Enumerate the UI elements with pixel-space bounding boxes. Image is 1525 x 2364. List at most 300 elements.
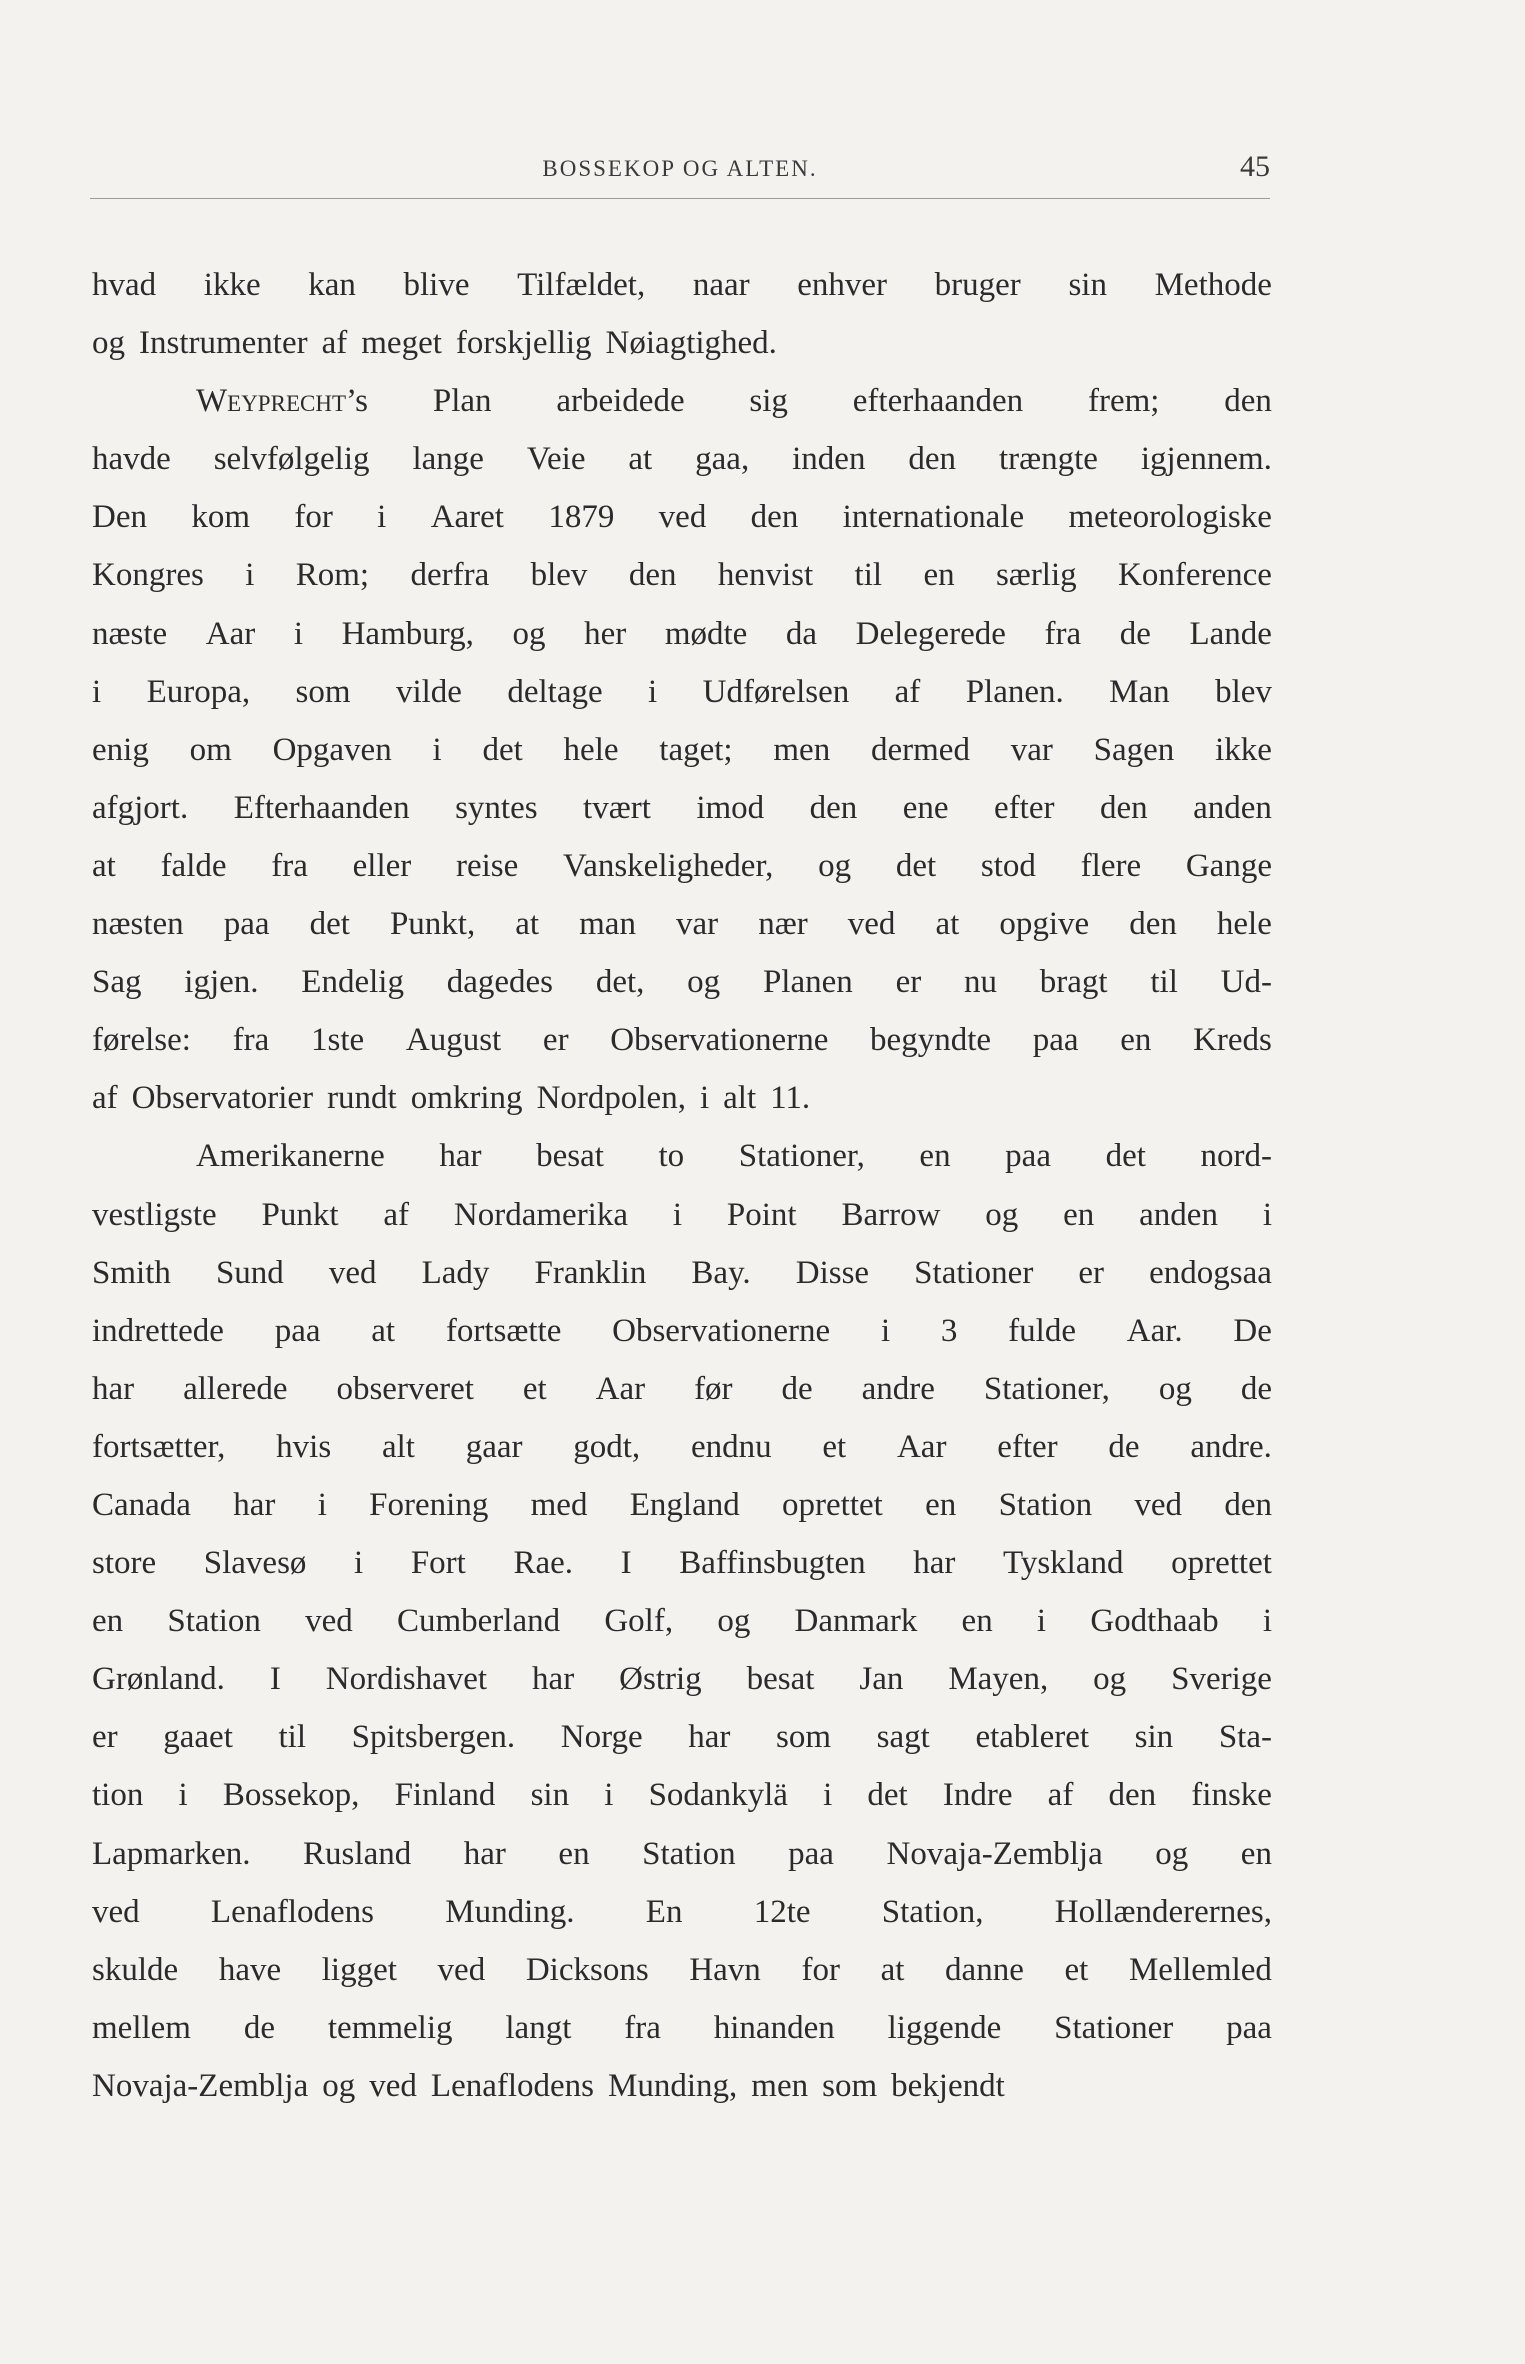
text-line: [92, 1883, 1272, 1941]
word: Stationer: [914, 1254, 1034, 1291]
word: med: [530, 1486, 588, 1523]
word: de: [1240, 1370, 1272, 1407]
word: Sta-: [1218, 1719, 1272, 1756]
word: at: [880, 1951, 905, 1988]
word: nær: [758, 906, 808, 943]
word: i: [178, 1777, 188, 1814]
word: den: [1224, 383, 1272, 420]
word: da: [785, 615, 818, 652]
word: Lenaflodens: [430, 2067, 595, 2104]
word: Fort: [410, 1545, 466, 1582]
text-line: [92, 1592, 1272, 1650]
word: Østrig: [619, 1661, 702, 1698]
word: Den: [92, 499, 147, 536]
word: Station: [642, 1835, 736, 1872]
word: Spitsbergen.: [351, 1719, 516, 1756]
word: Havn: [689, 1951, 761, 1988]
word: meteorologiske: [1068, 499, 1272, 536]
word: Vanskeligheder,: [563, 847, 774, 884]
word: sagt: [876, 1719, 930, 1756]
word: ikke: [1215, 731, 1272, 768]
word: andre: [861, 1370, 935, 1407]
word: Rae.: [513, 1545, 574, 1582]
word: i: [1036, 1603, 1047, 1640]
word: til: [854, 557, 883, 594]
word: var: [676, 906, 719, 943]
word: en: [1120, 1022, 1152, 1059]
word: deltage: [507, 673, 603, 710]
word: godt,: [573, 1428, 641, 1465]
word: danne: [945, 1951, 1024, 1988]
word: har: [463, 1835, 506, 1872]
word: som: [295, 673, 351, 710]
word: har: [439, 1138, 482, 1175]
word: ved: [305, 1603, 353, 1640]
word: i: [672, 1196, 683, 1233]
word: Norge: [560, 1719, 643, 1756]
word: Sag: [92, 964, 142, 1001]
word: Novaja-Zemblja: [886, 1835, 1103, 1872]
word: dermed: [871, 731, 970, 768]
word: ikke: [203, 267, 261, 303]
word: lange: [412, 441, 484, 478]
word: i: [377, 499, 387, 536]
word: i: [823, 1777, 833, 1814]
word: Baffinsbugten: [679, 1545, 866, 1582]
word: to: [658, 1138, 685, 1175]
word: Mayen,: [948, 1661, 1049, 1698]
word: enhver: [797, 267, 888, 303]
word: Tilfældet,: [517, 267, 646, 303]
word: Sund: [215, 1254, 284, 1291]
word: før: [694, 1370, 733, 1407]
word: er: [542, 1022, 569, 1059]
word: Instrumenter: [139, 325, 308, 362]
word: i: [245, 557, 255, 594]
word: af: [321, 325, 348, 362]
word: Stationer,: [738, 1138, 865, 1175]
word: Rusland: [303, 1835, 412, 1872]
word: og: [985, 1196, 1019, 1233]
word: ligget: [321, 1951, 397, 1988]
word: et: [522, 1370, 547, 1407]
word: Hollænderernes,: [1054, 1893, 1272, 1930]
word: og: [717, 1603, 751, 1640]
word: et: [1064, 1951, 1089, 1988]
word: hele: [563, 731, 619, 768]
word: man: [579, 906, 636, 943]
word: ved: [658, 499, 707, 536]
word: England: [629, 1486, 740, 1523]
word: eller: [352, 847, 412, 884]
word: har: [688, 1719, 731, 1756]
word: Dicksons: [525, 1951, 649, 1988]
word: fra: [271, 847, 308, 884]
word: en: [961, 1603, 993, 1640]
text-line: [92, 1186, 1272, 1244]
word: paa: [1032, 1022, 1079, 1059]
word: Methode: [1154, 267, 1272, 303]
word: Aar.: [1126, 1312, 1183, 1349]
word: henvist: [717, 557, 814, 594]
word: Grønland.: [92, 1661, 225, 1698]
word: Weyprecht’s: [196, 383, 369, 420]
word: Planen.: [965, 673, 1064, 710]
word: førelse:: [92, 1022, 191, 1059]
word: Station: [167, 1603, 261, 1640]
word: som: [776, 1719, 832, 1756]
word: men: [773, 731, 831, 768]
word: næste: [92, 615, 168, 652]
word: falde: [160, 847, 227, 884]
word: Danmark: [794, 1603, 918, 1640]
word: Aar: [205, 615, 256, 652]
word: en: [923, 557, 955, 594]
word: i: [92, 673, 102, 710]
word: Barrow: [841, 1196, 941, 1233]
text-line: [92, 953, 1272, 1011]
word: Rom;: [295, 557, 370, 594]
word: fra: [232, 1022, 270, 1059]
word: ved: [437, 1951, 486, 1988]
word: ved: [92, 1893, 140, 1930]
word: Punkt,: [389, 906, 476, 943]
word: og: [92, 325, 125, 362]
paragraph: [92, 256, 1272, 372]
body-text: [92, 256, 1272, 2115]
word: En: [645, 1893, 683, 1930]
word: en: [92, 1603, 124, 1640]
word: vilde: [395, 673, 462, 710]
word: 3: [940, 1312, 958, 1349]
word: nu: [963, 964, 997, 1001]
word: havde: [92, 441, 171, 478]
word: og: [1158, 1370, 1192, 1407]
word: anden: [1193, 789, 1272, 826]
word: er: [1078, 1254, 1105, 1291]
text-line: [92, 1534, 1272, 1592]
word: det,: [595, 964, 645, 1001]
word: Aar: [896, 1428, 947, 1465]
word: Slavesø: [203, 1545, 307, 1582]
word: bragt: [1039, 964, 1108, 1001]
word: naar: [692, 267, 750, 303]
word: Nordamerika: [453, 1196, 628, 1233]
word: afgjort.: [92, 789, 189, 826]
word: i: [699, 1080, 710, 1117]
word: 1ste: [311, 1022, 365, 1059]
word: særlig: [995, 557, 1077, 594]
word: Lapmarken.: [92, 1835, 251, 1872]
word: Gange: [1185, 847, 1272, 884]
word: en: [1240, 1835, 1272, 1872]
word: at: [935, 906, 960, 943]
word: det: [482, 731, 523, 768]
word: et: [822, 1428, 847, 1465]
word: selvfølgelig: [213, 441, 370, 478]
word: Kreds: [1193, 1022, 1272, 1059]
text-line: [92, 663, 1272, 721]
word: Godthaab: [1090, 1603, 1219, 1640]
word: oprettet: [1171, 1545, 1272, 1582]
word: Sverige: [1171, 1661, 1272, 1698]
word: endnu: [690, 1428, 772, 1465]
word: Observationerne: [610, 1022, 829, 1059]
page-number: 45: [1240, 150, 1270, 183]
text-line: [92, 2057, 1272, 2115]
word: sin: [1068, 267, 1107, 303]
word: Opgaven: [272, 731, 392, 768]
word: enig: [92, 731, 149, 768]
word: Veie: [526, 441, 586, 478]
word: ene: [902, 789, 949, 826]
word: skulde: [92, 1951, 179, 1988]
word: i: [648, 673, 658, 710]
word: langt: [505, 2009, 572, 2046]
word: Smith: [92, 1254, 171, 1291]
word: Aar: [595, 1370, 646, 1407]
text-line: [92, 1011, 1272, 1069]
word: reise: [455, 847, 519, 884]
word: har: [913, 1545, 956, 1582]
word: Munding,: [608, 2067, 738, 2104]
word: 12te: [753, 1893, 811, 1930]
text-line: [92, 314, 1272, 372]
paragraph: [92, 372, 1272, 1127]
word: 11.: [770, 1080, 811, 1117]
word: Aaret: [430, 499, 504, 536]
word: Novaja-Zemblja: [92, 2067, 309, 2104]
text-line: [92, 1127, 1272, 1185]
word: alt: [723, 1080, 757, 1117]
word: liggende: [887, 2009, 1002, 2046]
word: derfra: [410, 557, 490, 594]
word: frem;: [1087, 383, 1160, 420]
text-line: [92, 372, 1272, 430]
word: Sagen: [1093, 731, 1175, 768]
word: Point: [726, 1196, 797, 1233]
word: trængte: [998, 441, 1098, 478]
word: ved: [1134, 1486, 1183, 1523]
word: paa: [1005, 1138, 1051, 1175]
text-line: [92, 1476, 1272, 1534]
word: Konference: [1118, 557, 1272, 594]
word: er: [92, 1719, 118, 1756]
text-line: [92, 721, 1272, 779]
word: af: [92, 1080, 118, 1117]
word: en: [558, 1835, 590, 1872]
word: Endelig: [301, 964, 404, 1001]
word: mødte: [664, 615, 748, 652]
word: I: [620, 1545, 632, 1582]
word: Station: [998, 1486, 1093, 1523]
word: Sodankylä: [648, 1777, 788, 1814]
word: kom: [191, 499, 250, 536]
word: forskjellig: [455, 325, 592, 362]
word: det: [309, 906, 350, 943]
text-line: [92, 1244, 1272, 1302]
word: efterhaanden: [852, 383, 1024, 420]
word: etableret: [975, 1719, 1090, 1756]
word: gaar: [465, 1428, 523, 1465]
text-line: [92, 430, 1272, 488]
word: August: [405, 1022, 502, 1059]
word: blive: [403, 267, 470, 303]
word: Bossekop,: [222, 1777, 360, 1814]
word: indrettede: [92, 1312, 224, 1349]
word: var: [1010, 731, 1053, 768]
word: paa: [223, 906, 270, 943]
word: Canada: [92, 1486, 191, 1523]
word: Forening: [369, 1486, 489, 1523]
word: De: [1233, 1312, 1272, 1349]
word: begyndte: [870, 1022, 992, 1059]
word: nord-: [1200, 1138, 1272, 1175]
word: i: [432, 731, 442, 768]
word: 1879: [548, 499, 615, 536]
word: til: [1150, 964, 1178, 1001]
word: Indre: [942, 1777, 1013, 1814]
word: paa: [788, 1835, 834, 1872]
word: Mellemled: [1128, 1951, 1272, 1988]
word: fra: [624, 2009, 661, 2046]
word: i: [604, 1777, 614, 1814]
word: en: [919, 1138, 951, 1175]
word: efter: [997, 1428, 1058, 1465]
word: i: [1262, 1603, 1272, 1640]
word: taget;: [659, 731, 733, 768]
word: meget: [361, 325, 442, 362]
word: Efterhaanden: [233, 789, 410, 826]
word: igjennem.: [1140, 441, 1272, 478]
text-line: [92, 1941, 1272, 1999]
word: at: [515, 906, 540, 943]
word: af: [894, 673, 921, 710]
word: endogsaa: [1149, 1254, 1272, 1291]
word: Udførelsen: [702, 673, 850, 710]
word: har: [92, 1370, 135, 1407]
word: Planen: [762, 964, 853, 1001]
word: og: [687, 964, 721, 1001]
word: har: [532, 1661, 575, 1698]
word: af: [1047, 1777, 1074, 1814]
word: den: [628, 557, 677, 594]
word: have: [218, 1951, 282, 1988]
word: af: [383, 1196, 410, 1233]
word: de: [243, 2009, 275, 2046]
word: det: [867, 1777, 908, 1814]
word: sin: [530, 1777, 570, 1814]
word: Munding.: [445, 1893, 575, 1930]
word: den: [1099, 789, 1148, 826]
word: den: [1129, 906, 1177, 943]
word: Man: [1109, 673, 1170, 710]
word: Plan: [432, 383, 492, 420]
word: fortsætte: [445, 1312, 562, 1349]
word: det: [1105, 1138, 1146, 1175]
word: blev: [530, 557, 588, 594]
word: anden: [1139, 1196, 1218, 1233]
word: tvært: [583, 789, 651, 826]
running-title: BOSSEKOP OG ALTEN.: [542, 156, 818, 181]
word: efter: [994, 789, 1055, 826]
word: Tyskland: [1002, 1545, 1124, 1582]
word: her: [584, 615, 627, 652]
word: besat: [536, 1138, 604, 1175]
text-line: [92, 1360, 1272, 1418]
word: stod: [980, 847, 1036, 884]
word: syntes: [455, 789, 538, 826]
word: de: [781, 1370, 813, 1407]
word: temmelig: [327, 2009, 453, 2046]
word: Ud-: [1220, 964, 1272, 1001]
word: men: [751, 2067, 809, 2104]
word: sin: [1134, 1719, 1174, 1756]
word: at: [92, 847, 116, 884]
word: til: [278, 1719, 307, 1756]
text-line: [92, 779, 1272, 837]
word: den: [750, 499, 799, 536]
word: Station,: [881, 1893, 984, 1930]
word: vestligste: [92, 1196, 217, 1233]
word: hvis: [276, 1428, 332, 1465]
word: den: [908, 441, 957, 478]
word: den: [1224, 1486, 1272, 1523]
word: som: [822, 2067, 878, 2104]
word: næsten: [92, 906, 184, 943]
word: hinanden: [713, 2009, 835, 2046]
word: tion: [92, 1777, 144, 1814]
word: Cumberland: [396, 1603, 561, 1640]
header-rule: [90, 198, 1270, 199]
word: Golf,: [604, 1603, 674, 1640]
word: I: [269, 1661, 281, 1698]
word: kan: [308, 267, 356, 303]
word: alt: [381, 1428, 415, 1465]
word: for: [801, 1951, 840, 1988]
word: Finland: [394, 1777, 496, 1814]
word: imod: [696, 789, 765, 826]
word: Stationer: [1054, 2009, 1174, 2046]
word: ved: [847, 906, 896, 943]
word: allerede: [183, 1370, 288, 1407]
word: og: [1155, 1835, 1189, 1872]
word: hele: [1216, 906, 1272, 943]
text-line: [92, 605, 1272, 663]
word: har: [233, 1486, 276, 1523]
text-line: [92, 1650, 1272, 1708]
text-line: [92, 1302, 1272, 1360]
text-line: [92, 837, 1272, 895]
word: observeret: [336, 1370, 474, 1407]
word: det: [895, 847, 937, 884]
word: ved: [369, 2067, 417, 2104]
word: Observationerne: [612, 1312, 831, 1349]
text-line: [92, 1708, 1272, 1766]
word: Observatorier: [131, 1080, 314, 1117]
word: Punkt: [261, 1196, 339, 1233]
word: at: [371, 1312, 396, 1349]
word: om: [189, 731, 232, 768]
word: hvad: [92, 267, 157, 303]
word: Nøiagtighed.: [605, 325, 777, 362]
word: i: [317, 1486, 327, 1523]
word: og: [818, 847, 852, 884]
word: rundt: [327, 1080, 397, 1117]
word: ved: [328, 1254, 377, 1291]
word: Disse: [795, 1254, 870, 1291]
word: den: [809, 789, 858, 826]
